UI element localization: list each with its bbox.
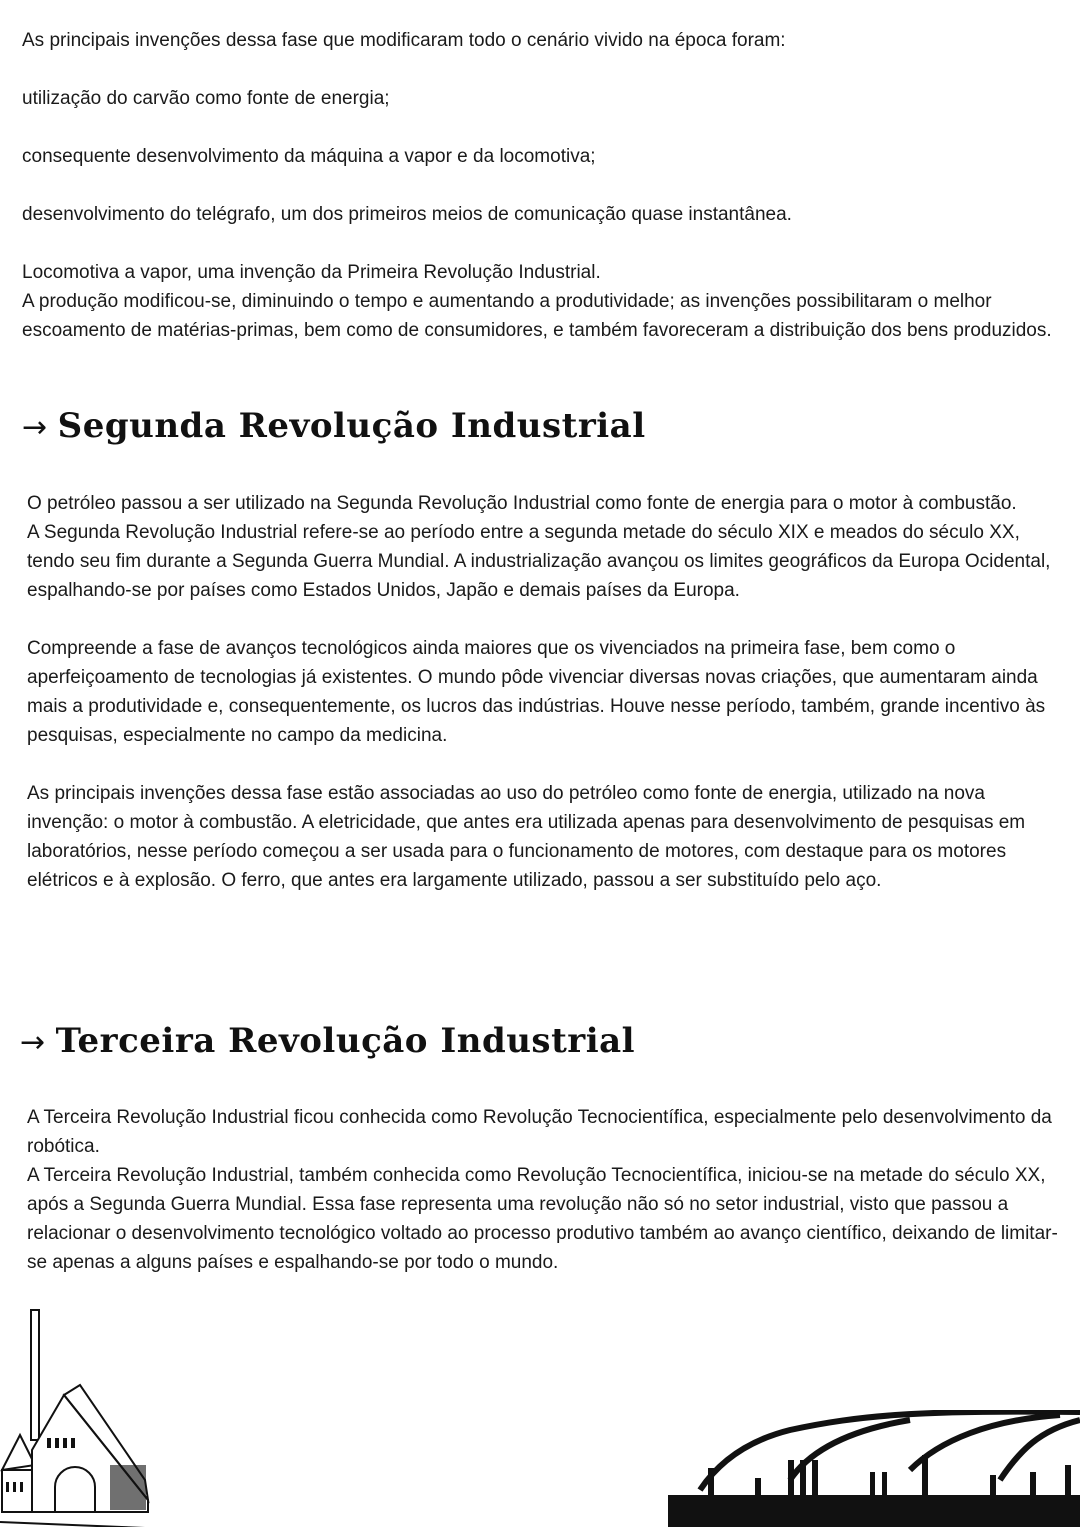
paragraph: As principais invenções dessa fase estão associadas ao uso do petróleo como fonte de energia, utilizado na nova invenção: o motor à combustão. A eletricidade, que antes era utilizada apenas para desenvolvimento de pesquisas em laboratórios, nesse período começou a ser usada para o funcionamento de motores, com destaque para os motores elétricos e à explosão. O ferro, que antes era largamente utilizado, passou a ser substituído pelo aço. (27, 783, 1026, 891)
paragraph: A Segunda Revolução Industrial refere-se ao período entre a segunda metade do século XIX e meados do século XX, tendo seu fim durante a Segunda Guerra Mundial. A industrialização avançou os limites geográficos da Europa Ocidental, espalhando-se por países como Estados Unidos, Japão e demais países da Europa. (27, 522, 1051, 601)
paragraph: desenvolvimento do telégrafo, um dos primeiros meios de comunicação quase instantânea. (22, 204, 792, 225)
paragraph: A Terceira Revolução Industrial ficou conhecida como Revolução Tecnocientífica, especialmente pelo desenvolvimento da robótica. (27, 1107, 1052, 1157)
factory-building-illustration (0, 1300, 330, 1527)
paragraph: Locomotiva a vapor, uma invenção da Primeira Revolução Industrial. (22, 262, 601, 283)
arrow-icon: → (20, 1025, 46, 1060)
section2-heading (22, 406, 646, 448)
heading-text: Segunda Revolução Industrial (57, 406, 646, 446)
section3-heading (20, 1021, 635, 1063)
paragraph: utilização do carvão como fonte de energia; (22, 88, 390, 109)
paragraph: A Terceira Revolução Industrial, também conhecida como Revolução Tecnocientífica, iniciou-se na metade do século XX, após a Segunda Guerra Mundial. Essa fase representa uma revolução não só no setor industrial, visto que passou a relacionar o desenvolvimento tecnológico voltado ao processo produtivo também ao avanço científico, deixando de limitar-se apenas a alguns países e espalhando-se por todo o mundo. (27, 1165, 1058, 1273)
paragraph: Compreende a fase de avanços tecnológicos ainda maiores que os vivenciados na primeira fase, bem como o aperfeiçoamento de tecnologias já existentes. O mundo pôde vivenciar diversas novas criações, que aumentaram ainda mais a produtividade e, consequentemente, os lucros das indústrias. Houve nesse período, também, grande incentivo às pesquisas, especialmente no campo da medicina. (27, 638, 1046, 746)
paragraph: As principais invenções dessa fase que modificaram todo o cenário vivido na época foram: (22, 30, 786, 51)
paragraph: O petróleo passou a ser utilizado na Segunda Revolução Industrial como fonte de energia para o motor à combustão. (27, 493, 1017, 514)
paragraph: consequente desenvolvimento da máquina a vapor e da locomotiva; (22, 146, 596, 167)
paragraph: A produção modificou-se, diminuindo o tempo e aumentando a produtividade; as invenções possibilitaram o melhor escoamento de matérias-primas, bem como de consumidores, e também favoreceram a distribuição dos bens produzidos. (22, 291, 1052, 341)
arrow-icon: → (22, 410, 48, 445)
section2-text (27, 489, 1062, 895)
section3-text (27, 1103, 1062, 1277)
section1-text (22, 26, 1062, 345)
smokestacks-illustration (660, 1410, 1080, 1527)
heading-text: Terceira Revolução Industrial (55, 1021, 636, 1061)
